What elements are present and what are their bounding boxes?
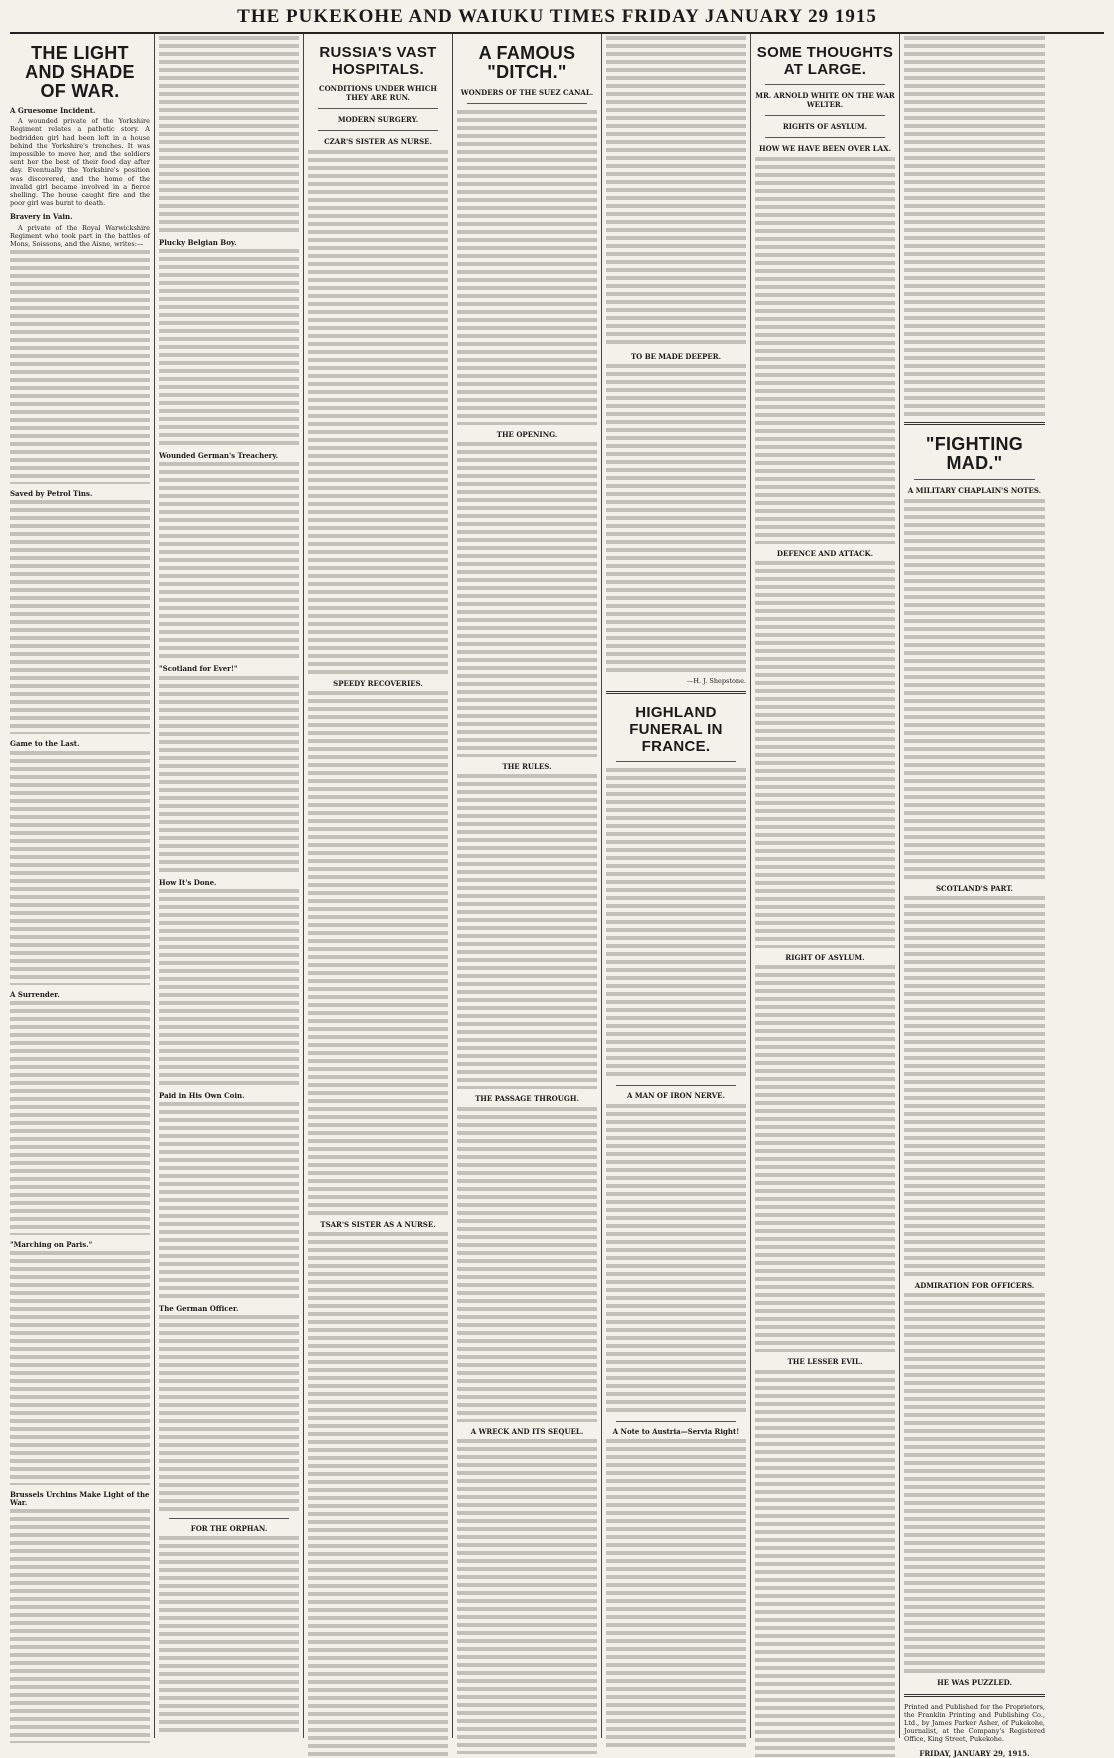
article-paragraph: A wounded private of the Yorkshire Regiment relates a pathetic story. A bedridden girl had been left in a house behind the Yorkshire's trenches. It was impossible to move her, and the soldiers sent her the best of their food day after day. Eventually the Yorkshire's position was discovered, and the home of the invalid girl became involved in a fierce shelling. The house caught fire and the poor girl was burnt to death. <box>10 117 150 208</box>
body-text <box>755 157 895 544</box>
body-text <box>159 676 299 873</box>
body-text <box>10 250 150 484</box>
subhead-speedy-recoveries: SPEEDY RECOVERIES. <box>333 679 423 688</box>
subhead-german-officer: The German Officer. <box>159 1304 239 1314</box>
divider <box>616 761 736 762</box>
body-text <box>457 1107 597 1422</box>
subhead-tsar-sister-nurse: TSAR'S SISTER AS A NURSE. <box>320 1220 436 1230</box>
subhead-lesser-evil: THE LESSER EVIL. <box>787 1357 863 1367</box>
subhead-how-its-done: How It's Done. <box>159 877 217 887</box>
subhead-made-deeper: TO BE MADE DEEPER. <box>630 352 722 361</box>
column-2 <box>155 34 304 1738</box>
printer-imprint: Printed and Published for the Proprietors, the Franklin Printing and Publishing Co., Ltd., by James Parker Asher, of Pukekohe, Journalist, at the Company's Registered Office, King Street, Pukekohe. <box>904 1702 1045 1744</box>
divider <box>904 1694 1045 1697</box>
body-text <box>10 1509 150 1743</box>
subhead-game-to-last: Game to the Last. <box>10 739 80 749</box>
body-text <box>606 1104 746 1415</box>
subhead-bravery-in-vain: Bravery in Vain. <box>10 212 73 222</box>
subhead-brussels-urchins: Brussels Urchins Make Light of the War. <box>10 1490 150 1508</box>
body-text <box>457 774 597 1089</box>
body-text <box>159 1315 299 1512</box>
body-text <box>10 1001 150 1235</box>
column-7 <box>900 34 1049 1758</box>
subhead-note-austria: A Note to Austria—Servia Right! <box>612 1426 740 1436</box>
subhead-passage-through: THE PASSAGE THROUGH. <box>475 1094 579 1104</box>
body-text <box>904 896 1045 1276</box>
deck-chaplain-notes: A MILITARY CHAPLAIN'S NOTES. <box>907 486 1042 495</box>
subhead-rules: THE RULES. <box>502 762 552 772</box>
headline-highland-funeral: HIGHLAND FUNERAL IN FRANCE. <box>629 704 723 756</box>
body-text <box>755 965 895 1352</box>
subhead-surrender: A Surrender. <box>10 989 60 999</box>
divider <box>616 1085 736 1086</box>
body-text <box>308 150 448 674</box>
author-signoff: —H. J. Shepstone. <box>686 677 746 686</box>
body-text <box>10 1251 150 1485</box>
body-text <box>159 889 299 1086</box>
subhead-wreck-sequel: A WRECK AND ITS SEQUEL. <box>470 1426 584 1436</box>
body-text <box>606 36 746 347</box>
body-text <box>755 561 895 948</box>
body-text <box>904 36 1045 416</box>
deck-suez-canal: WONDERS OF THE SUEZ CANAL. <box>460 88 594 97</box>
masthead: THE PUKEKOHE AND WAIUKU TIMES FRIDAY JANUARY 29 1915 <box>10 6 1104 34</box>
subhead-wounded-german: Wounded German's Treachery. <box>159 451 279 461</box>
divider <box>765 84 885 85</box>
subhead-right-asylum: RIGHT OF ASYLUM. <box>785 953 865 963</box>
divider <box>616 1421 736 1422</box>
subhead-admiration-officers: ADMIRATION FOR OFFICERS. <box>914 1281 1035 1291</box>
subhead-defence-attack: DEFENCE AND ATTACK. <box>776 549 874 558</box>
body-text <box>159 462 299 659</box>
headline-some-thoughts: SOME THOUGHTS AT LARGE. <box>756 44 894 78</box>
body-text <box>904 499 1045 879</box>
column-5 <box>602 34 751 1738</box>
body-text <box>10 751 150 985</box>
column-4 <box>453 34 602 1738</box>
dateline: FRIDAY, JANUARY 29, 1915. <box>919 1748 1030 1758</box>
body-text <box>457 1439 597 1754</box>
divider <box>606 691 746 694</box>
divider <box>318 130 438 131</box>
subhead-scotland-for-ever: "Scotland for Ever!" <box>159 664 238 674</box>
subhead-petrol-tins: Saved by Petrol Tins. <box>10 489 93 499</box>
subhead-own-coin: Paid in His Own Coin. <box>159 1090 245 1100</box>
divider <box>318 108 438 109</box>
subhead-scotlands-part: SCOTLAND'S PART. <box>935 884 1013 893</box>
deck-over-lax: HOW WE HAVE BEEN OVER LAX. <box>758 144 892 153</box>
headline-russia-hospitals: RUSSIA'S VAST HOSPITALS. <box>319 44 437 78</box>
body-text <box>457 110 597 425</box>
deck-arnold-white: MR. ARNOLD WHITE ON THE WAR WELTER. <box>755 91 895 109</box>
subhead-opening: THE OPENING. <box>496 430 558 439</box>
body-text <box>606 364 746 675</box>
divider <box>765 115 885 116</box>
subhead-man-iron-nerve: A MAN OF IRON NERVE. <box>627 1091 725 1101</box>
body-text <box>159 36 299 233</box>
body-text <box>606 1439 746 1750</box>
headline-light-and-shade: THE LIGHT AND SHADE OF WAR. <box>25 43 135 101</box>
divider <box>169 1518 289 1519</box>
divider <box>904 422 1045 425</box>
divider <box>467 103 587 104</box>
subhead-he-was-puzzled: HE WAS PUZZLED. <box>937 1678 1012 1688</box>
subhead-for-the-orphan: FOR THE ORPHAN. <box>190 1524 268 1534</box>
deck-czar-sister: CZAR'S SISTER AS NURSE. <box>324 137 432 146</box>
deck-conditions: CONDITIONS UNDER WHICH THEY ARE RUN. <box>319 84 437 102</box>
body-text <box>308 1232 448 1756</box>
headline-fighting-mad: "FIGHTING MAD." <box>925 434 1024 473</box>
divider <box>765 137 885 138</box>
body-text <box>904 1293 1045 1673</box>
deck-rights-asylum: RIGHTS OF ASYLUM. <box>782 122 868 131</box>
subhead-gruesome-incident: A Gruesome Incident. <box>10 106 96 115</box>
body-text <box>755 1370 895 1757</box>
body-text <box>159 1102 299 1299</box>
divider <box>914 479 1035 480</box>
column-3 <box>304 34 453 1738</box>
column-1 <box>6 34 155 1738</box>
deck-modern-surgery: MODERN SURGERY. <box>337 115 419 124</box>
article-paragraph: A private of the Royal Warwickshire Regiment who took part in the battles of Mons, Soissons, and the Aisne, writes:— <box>10 223 150 249</box>
body-text <box>10 500 150 734</box>
body-text <box>159 1536 299 1733</box>
body-text <box>159 249 299 446</box>
column-6 <box>751 34 900 1738</box>
subhead-plucky-belgian-boy: Plucky Belgian Boy. <box>159 238 237 247</box>
newspaper-columns <box>6 34 1108 1758</box>
body-text <box>308 691 448 1215</box>
headline-famous-ditch: A FAMOUS "DITCH." <box>478 43 576 82</box>
subhead-marching-paris: "Marching on Paris." <box>10 1239 93 1249</box>
body-text <box>457 442 597 757</box>
body-text <box>606 768 746 1079</box>
